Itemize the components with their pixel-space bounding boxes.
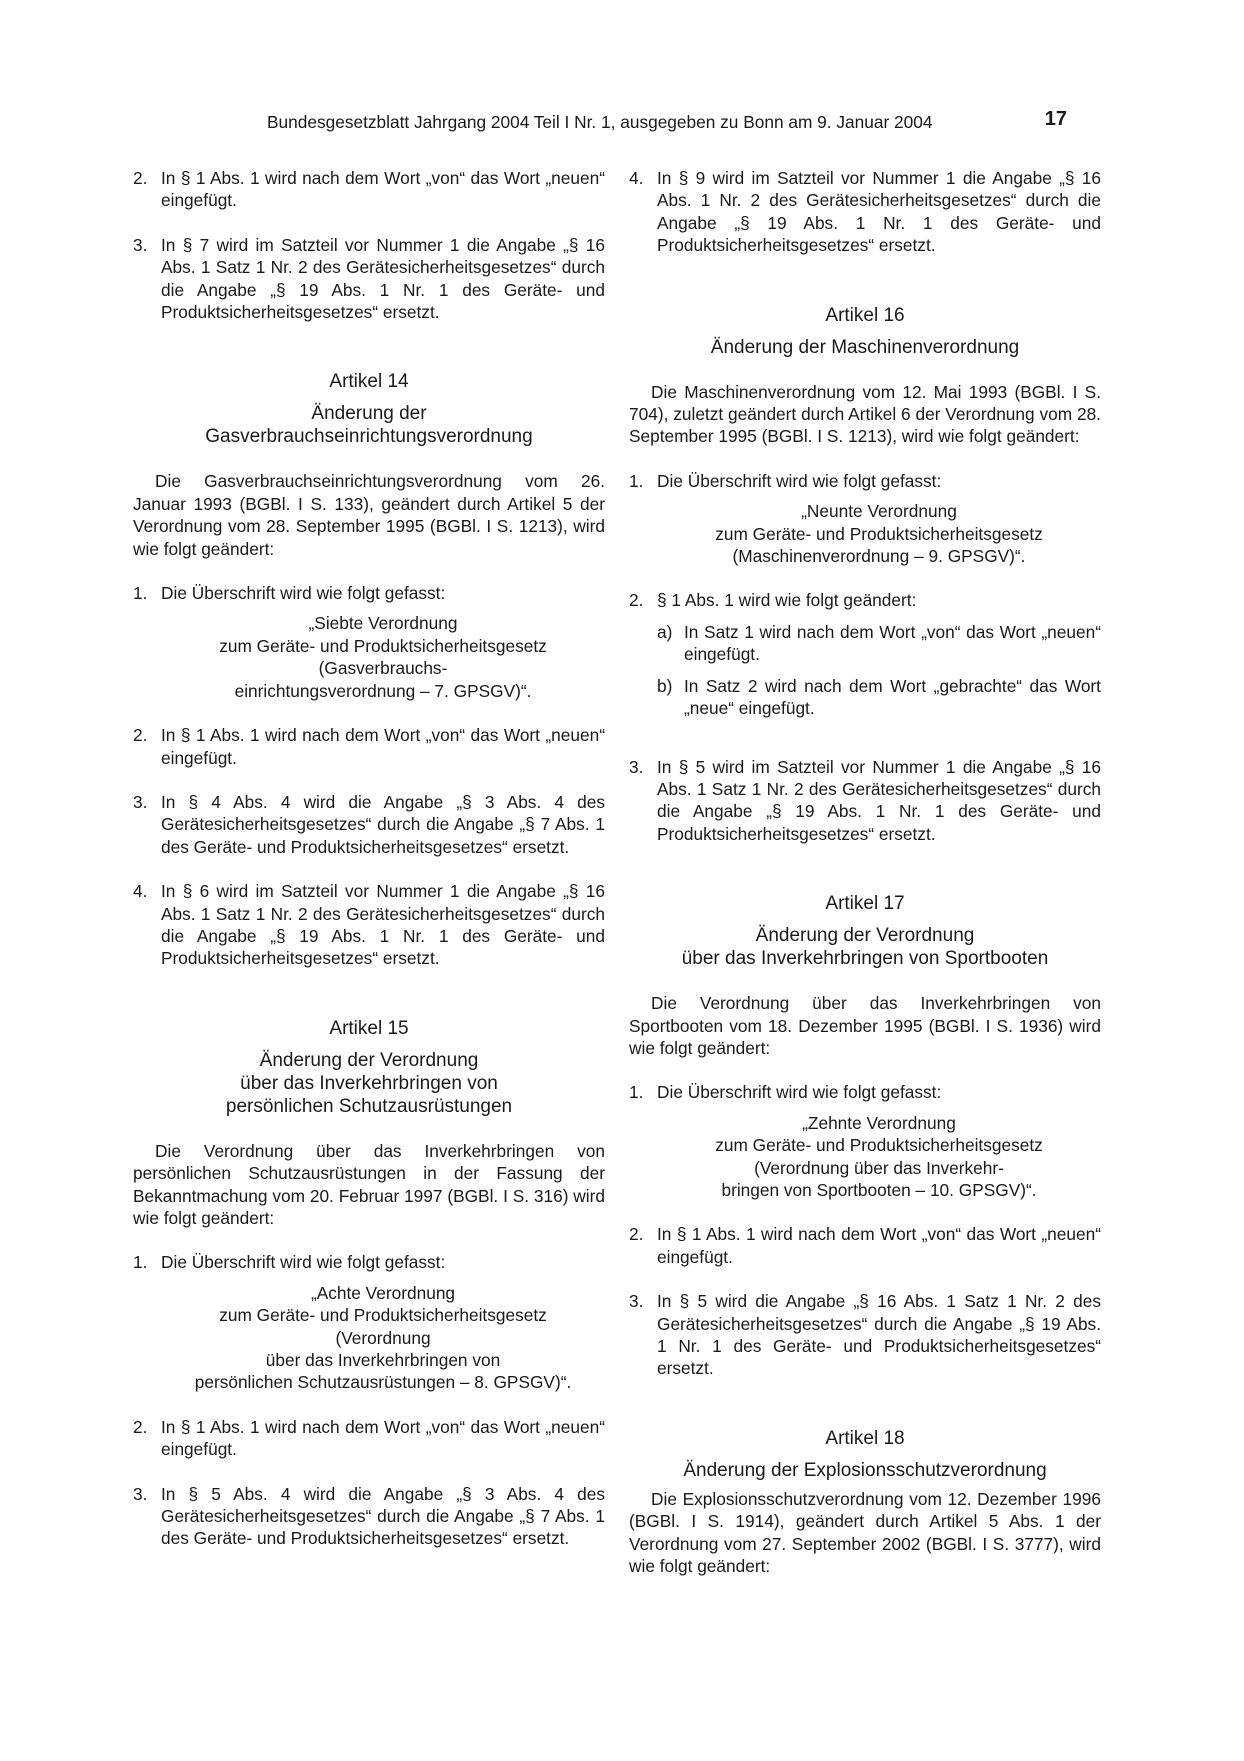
sub-item-letter: b): [657, 675, 673, 696]
item-number: 3.: [629, 1291, 644, 1312]
item-text: Die Überschrift wird wie folgt gefasst:: [657, 1082, 942, 1103]
item-number: 1.: [133, 583, 148, 604]
article-14-quote: [133, 612, 605, 702]
article-15-title: Artikel 15: [329, 1017, 409, 1039]
list-item: [133, 1483, 605, 1550]
quote-line: persönlichen Schutzausrüstungen – 8. GPSGV)“.: [194, 1372, 572, 1393]
sub-item: [657, 675, 1101, 720]
list-item: [133, 791, 605, 858]
list-item: [133, 724, 605, 769]
quote-line: „Zehnte Verordnung: [802, 1112, 956, 1133]
list-item: [133, 167, 605, 212]
list-item: [133, 234, 605, 324]
item-number: 3.: [133, 1483, 148, 1504]
item-text: In § 5 wird die Angabe „§ 16 Abs. 1 Satz 1 Nr. 2 des Gerätesicherheitsgesetzes“ durch die Angabe „§ 19 Abs. 1 Nr. 1 des Geräte- und Produktsicherheitsgesetzes“ ersetzt.: [657, 1291, 1101, 1379]
heading-line: über das Inverkehrbringen von: [240, 1072, 498, 1094]
sub-item-letter: a): [657, 621, 673, 642]
article-14-heading: [133, 402, 605, 448]
left-column: [133, 167, 605, 1550]
article-15-heading: [133, 1049, 605, 1118]
article-14-intro: Die Gasverbrauchseinrichtungsverordnung vom 26. Januar 1993 (BGBl. I S. 133), geändert durch Artikel 5 der Verordnung vom 28. September 1995 (BGBl. I S. 1213), wird wie folgt geändert:: [133, 471, 605, 559]
item-number: 3.: [133, 234, 148, 255]
quote-line: zum Geräte- und Produktsicherheitsgesetz: [219, 1305, 547, 1326]
running-header: [130, 108, 1104, 135]
article-18-intro: Die Explosionsschutzverordnung vom 12. Dezember 1996 (BGBl. I S. 1914), geändert durch Artikel 5 Abs. 1 der Verordnung vom 27. September 2002 (BGBl. I S. 3777), wird wie folgt geändert:: [629, 1488, 1101, 1577]
quote-line: über das Inverkehrbringen von: [265, 1350, 501, 1370]
item-number: 1.: [629, 1082, 644, 1103]
heading-line: Änderung der Explosionsschutzverordnung: [683, 1459, 1047, 1481]
heading-line: über das Inverkehrbringen von Sportbooten: [681, 948, 1049, 970]
article-17-quote: [629, 1112, 1101, 1202]
item-number: 2.: [133, 168, 148, 188]
list-item: [629, 1223, 1101, 1268]
article-17-title: Artikel 17: [825, 893, 905, 915]
list-item: [629, 470, 1101, 492]
heading-line: Änderung der Verordnung: [259, 1049, 479, 1071]
page-number: 17: [1044, 108, 1067, 130]
item-text: In § 5 wird im Satzteil vor Nummer 1 die Angabe „§ 16 Abs. 1 Satz 1 Nr. 2 des Gerätesicherheitsgesetzes“ durch die Angabe „§ 19 Abs. 1 Nr. 1 des Geräte- und Produktsicherheitsgesetzes“ ersetzt.: [657, 756, 1101, 844]
item-text: In § 7 wird im Satzteil vor Nummer 1 die Angabe „§ 16 Abs. 1 Satz 1 Nr. 2 des Gerätesicherheitsgesetzes“ durch die Angabe „§ 19 Abs. 1 Nr. 1 des Geräte- und Produktsicherheitsgesetzes“ ersetzt.: [161, 234, 605, 323]
item-number: 4.: [133, 881, 148, 902]
article-16-heading: [629, 336, 1101, 359]
sub-list: [629, 621, 1101, 720]
list-item: [133, 582, 605, 604]
article-18-heading: [629, 1459, 1101, 1482]
quote-line: (Maschinenverordnung – 9. GPSGV)“.: [732, 546, 1026, 567]
quote-line: „Neunte Verordnung: [801, 501, 957, 522]
item-number: 1.: [133, 1252, 148, 1273]
heading-line: Änderung der Verordnung: [755, 925, 975, 947]
article-17-intro: Die Verordnung über das Inverkehrbringen von Sportbooten vom 18. Dezember 1995 (BGBl. I S. 1936) wird wie folgt geändert:: [629, 993, 1101, 1058]
item-text: Die Überschrift wird wie folgt gefasst:: [161, 583, 446, 604]
list-item: [629, 1290, 1101, 1380]
sub-item-text: In Satz 2 wird nach dem Wort „gebrachte“ das Wort „neue“ eingefügt.: [684, 675, 1101, 719]
quote-line: einrichtungsverordnung – 7. GPSGV)“.: [234, 680, 532, 701]
item-text: § 1 Abs. 1 wird wie folgt geändert:: [657, 590, 917, 611]
sub-item: [657, 621, 1101, 666]
item-text: In § 4 Abs. 4 wird die Angabe „§ 3 Abs. 4 des Gerätesicherheitsgesetzes“ durch die Angabe „§ 7 Abs. 1 des Geräte- und Produktsicherheitsgesetzes“ ersetzt.: [161, 791, 605, 857]
article-15-quote: [133, 1282, 605, 1394]
quote-line: bringen von Sportbooten – 10. GPSGV)“.: [721, 1179, 1037, 1200]
item-text: Die Überschrift wird wie folgt gefasst:: [657, 470, 942, 491]
list-item: [133, 880, 605, 970]
item-number: 2.: [629, 1224, 644, 1245]
item-number: 3.: [629, 756, 644, 777]
article-16-title: Artikel 16: [825, 304, 905, 326]
item-text: In § 9 wird im Satzteil vor Nummer 1 die Angabe „§ 16 Abs. 1 Nr. 2 des Gerätesicherheitsgesetzes“ durch die Angabe „§ 19 Abs. 1 Nr. 1 des Geräte- und Produktsicherheitsgesetzes“ ersetzt.: [657, 168, 1101, 256]
heading-line: Gasverbrauchseinrichtungsverordnung: [205, 426, 533, 448]
item-number: 2.: [133, 1416, 148, 1437]
header-title: Bundesgesetzblatt Jahrgang 2004 Teil I Nr. 1, ausgegeben zu Bonn am 9. Januar 2004: [267, 112, 933, 132]
item-number: 4.: [629, 168, 644, 188]
article-15-intro: Die Verordnung über das Inverkehrbringen von persönlichen Schutzausrüstungen in der Fassung der Bekanntmachung vom 20. Februar 1997 (BGBl. I S. 316) wird wie folgt geändert:: [133, 1140, 605, 1228]
list-item: [629, 167, 1101, 257]
article-16-quote: [629, 500, 1101, 567]
item-text: In § 1 Abs. 1 wird nach dem Wort „von“ das Wort „neuen“ eingefügt.: [161, 1416, 605, 1460]
sub-item-text: In Satz 1 wird nach dem Wort „von“ das Wort „neuen“ eingefügt.: [684, 621, 1101, 665]
heading-line: Änderung der: [311, 403, 427, 425]
article-16-intro: Die Maschinenverordnung vom 12. Mai 1993 (BGBl. I S. 704), zuletzt geändert durch Artikel 6 der Verordnung vom 28. September 1995 (BGBl. I S. 1213), wird wie folgt geändert:: [629, 381, 1101, 447]
quote-line: zum Geräte- und Produktsicherheitsgesetz: [715, 523, 1043, 544]
article-17-heading: [629, 924, 1101, 970]
item-text: In § 1 Abs. 1 wird nach dem Wort „von“ das Wort „neuen“ eingefügt.: [657, 1224, 1101, 1267]
item-number: 3.: [133, 791, 148, 812]
item-number: 2.: [629, 590, 644, 611]
quote-line: (Gasverbrauchs-: [318, 658, 448, 679]
article-18-title: Artikel 18: [825, 1427, 905, 1449]
quote-line: „Achte Verordnung: [310, 1282, 456, 1303]
item-text: In § 6 wird im Satzteil vor Nummer 1 die Angabe „§ 16 Abs. 1 Satz 1 Nr. 2 des Gerätesicherheitsgesetzes“ durch die Angabe „§ 19 Abs. 1 Nr. 1 des Geräte- und Produktsicherheitsgesetzes“ ersetzt.: [161, 881, 605, 969]
item-text: In § 5 Abs. 4 wird die Angabe „§ 3 Abs. 4 des Gerätesicherheitsgesetzes“ durch die Angabe „§ 7 Abs. 1 des Geräte- und Produktsicherheitsgesetzes“ ersetzt.: [161, 1483, 605, 1549]
item-text: In § 1 Abs. 1 wird nach dem Wort „von“ das Wort „neuen“ eingefügt.: [161, 168, 605, 211]
list-item: [629, 1081, 1101, 1103]
list-item: [629, 589, 1101, 611]
item-number: 1.: [629, 470, 644, 491]
item-text: In § 1 Abs. 1 wird nach dem Wort „von“ das Wort „neuen“ eingefügt.: [161, 725, 605, 768]
item-text: Die Überschrift wird wie folgt gefasst:: [161, 1252, 446, 1273]
item-number: 2.: [133, 725, 148, 746]
heading-line: Änderung der Maschinenverordnung: [710, 336, 1020, 358]
list-item: [133, 1416, 605, 1461]
list-item: [629, 756, 1101, 846]
quote-line: (Verordnung: [335, 1327, 431, 1348]
quote-line: „Siebte Verordnung: [308, 613, 458, 634]
right-column: [629, 167, 1101, 1577]
quote-line: zum Geräte- und Produktsicherheitsgesetz: [715, 1135, 1043, 1156]
quote-line: zum Geräte- und Produktsicherheitsgesetz: [219, 635, 547, 656]
heading-line: persönlichen Schutzausrüstungen: [225, 1095, 513, 1117]
list-item: [133, 1251, 605, 1273]
article-14-title: Artikel 14: [329, 371, 409, 393]
quote-line: (Verordnung über das Inverkehr-: [754, 1157, 1004, 1178]
